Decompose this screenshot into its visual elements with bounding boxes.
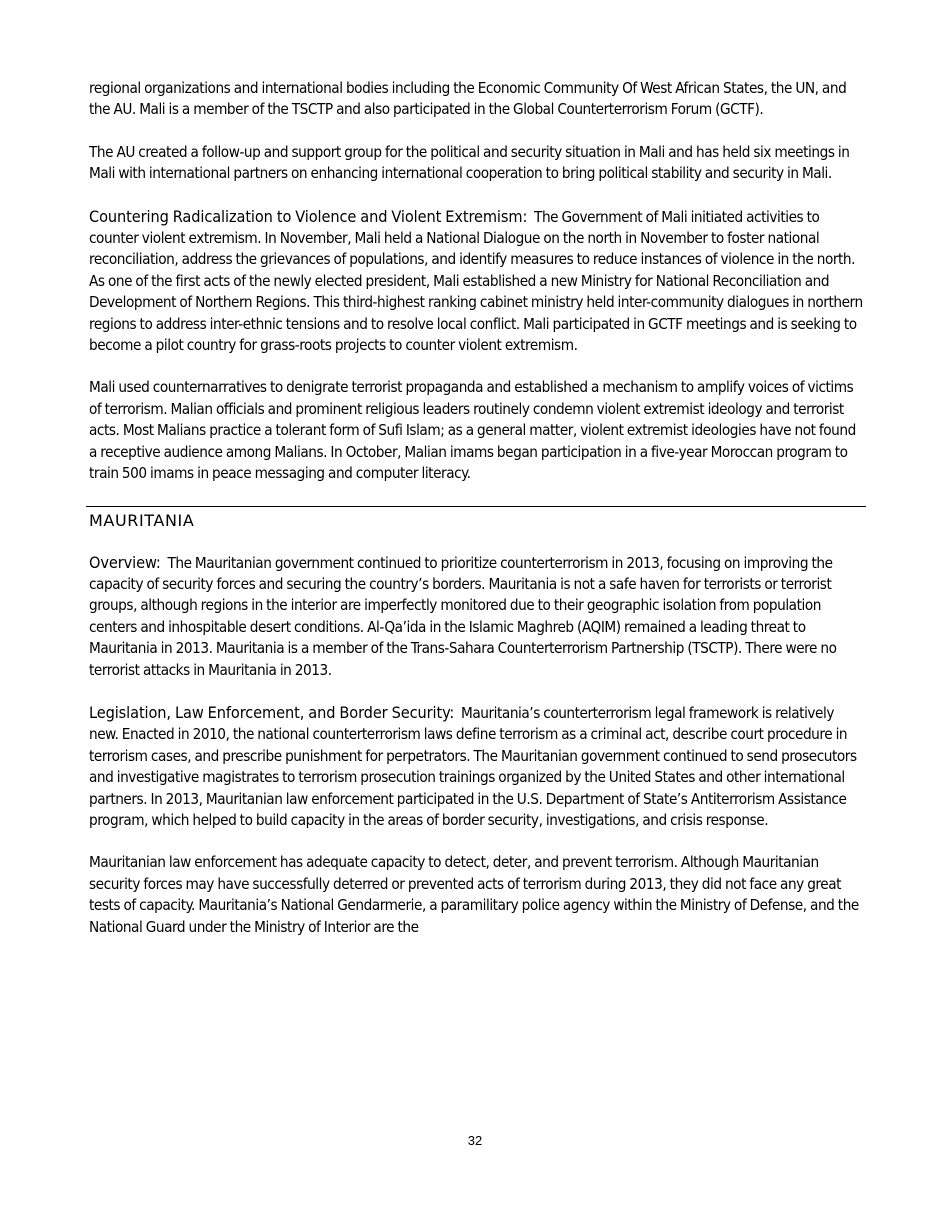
page-number: 32 <box>467 1133 483 1148</box>
countering-heading: Countering Radicalization to Violence and Violent Extremism: <box>89 206 528 226</box>
overview-heading: Overview: <box>89 552 161 572</box>
section-divider <box>86 506 866 507</box>
paragraph-overview <box>89 552 863 681</box>
section-title-mauritania: MAURITANIA <box>89 510 195 530</box>
paragraph-counternarratives: Mali used counternarratives to denigrate terrorist propaganda and established a mechanism to amplify voices of victims of terrorism. Malian officials and prominent religious leaders routinely condemn violent extremist ideology and terrorist acts. Most Malians practice a tolerant form of Sufi Islam; as a general matter, violent extremist ideologies have not found a receptive audience among Malians. In October, Malian imams began participation in a five-year Moroccan program to train 500 imams in peace messaging and computer literacy. <box>89 378 856 483</box>
countering-body: The Government of Mali initiated activities to counter violent extremism. In November, Mali held a National Dialogue on the north in November to foster national reconciliation, address the grievances of populations, and identify measures to reduce instances of violence in the north. As one of the first acts of the newly elected president, Mali established a new Ministry for National Reconciliation and Development of Northern Regions. This third-highest ranking cabinet ministry held inter-community dialogues in northern regions to address inter-ethnic tensions and to resolve local conflict. Mali participated in GCTF meetings and is seeking to become a pilot country for grass-roots projects to counter violent extremism. <box>89 207 863 355</box>
paragraph-regional-organizations: regional organizations and international bodies including the Economic Community Of West African States, the UN, and the AU. Mali is a member of the TSCTP and also participated in the Global Counterterrorism Forum (GCTF). <box>89 79 847 119</box>
overview-body: The Mauritanian government continued to prioritize counterterrorism in 2013, focusing on improving the capacity of security forces and securing the country’s borders. Mauritania is not a safe haven for terrorists or terrorist groups, although regions in the interior are imperfectly monitored due to their geographic isolation from population centers and inhospitable desert conditions. Al-Qa’ida in the Islamic Maghreb (AQIM) remained a leading threat to Mauritania in 2013. Mauritania is a member of the Trans-Sahara Counterterrorism Partnership (TSCTP). There were no terrorist attacks in Mauritania in 2013. <box>89 553 837 679</box>
paragraph-au-support-group: The AU created a follow-up and support group for the political and security situation in Mali and has held six meetings in Mali with international partners on enhancing international cooperation to bring political stability and security in Mali. <box>89 142 850 183</box>
paragraph-legislation <box>89 702 863 831</box>
document-page <box>89 78 863 959</box>
paragraph-law-enforcement-capacity: Mauritanian law enforcement has adequate capacity to detect, deter, and prevent terrorism. Although Mauritanian security forces may have successfully deterred or prevented acts of terrorism during 2013, they did not face any great tests of capacity. Mauritania’s National Gendarmerie, a paramilitary police agency within the Ministry of Defense, and the National Guard under the Ministry of Interior are the <box>89 853 859 936</box>
legislation-heading: Legislation, Law Enforcement, and Border Security: <box>89 702 455 722</box>
paragraph-countering-radicalization <box>89 206 863 357</box>
legislation-body: Mauritania’s counterterrorism legal framework is relatively new. Enacted in 2010, the national counterterrorism laws define terrorism as a criminal act, describe court procedure in terrorism cases, and prescribe punishment for perpetrators. The Mauritanian government continued to send prosecutors and investigative magistrates to terrorism prosecution trainings organized by the United States and other international partners. In 2013, Mauritanian law enforcement participated in the U.S. Department of State’s Antiterrorism Assistance program, which helped to build capacity in the areas of border security, investigations, and crisis response. <box>89 703 857 829</box>
